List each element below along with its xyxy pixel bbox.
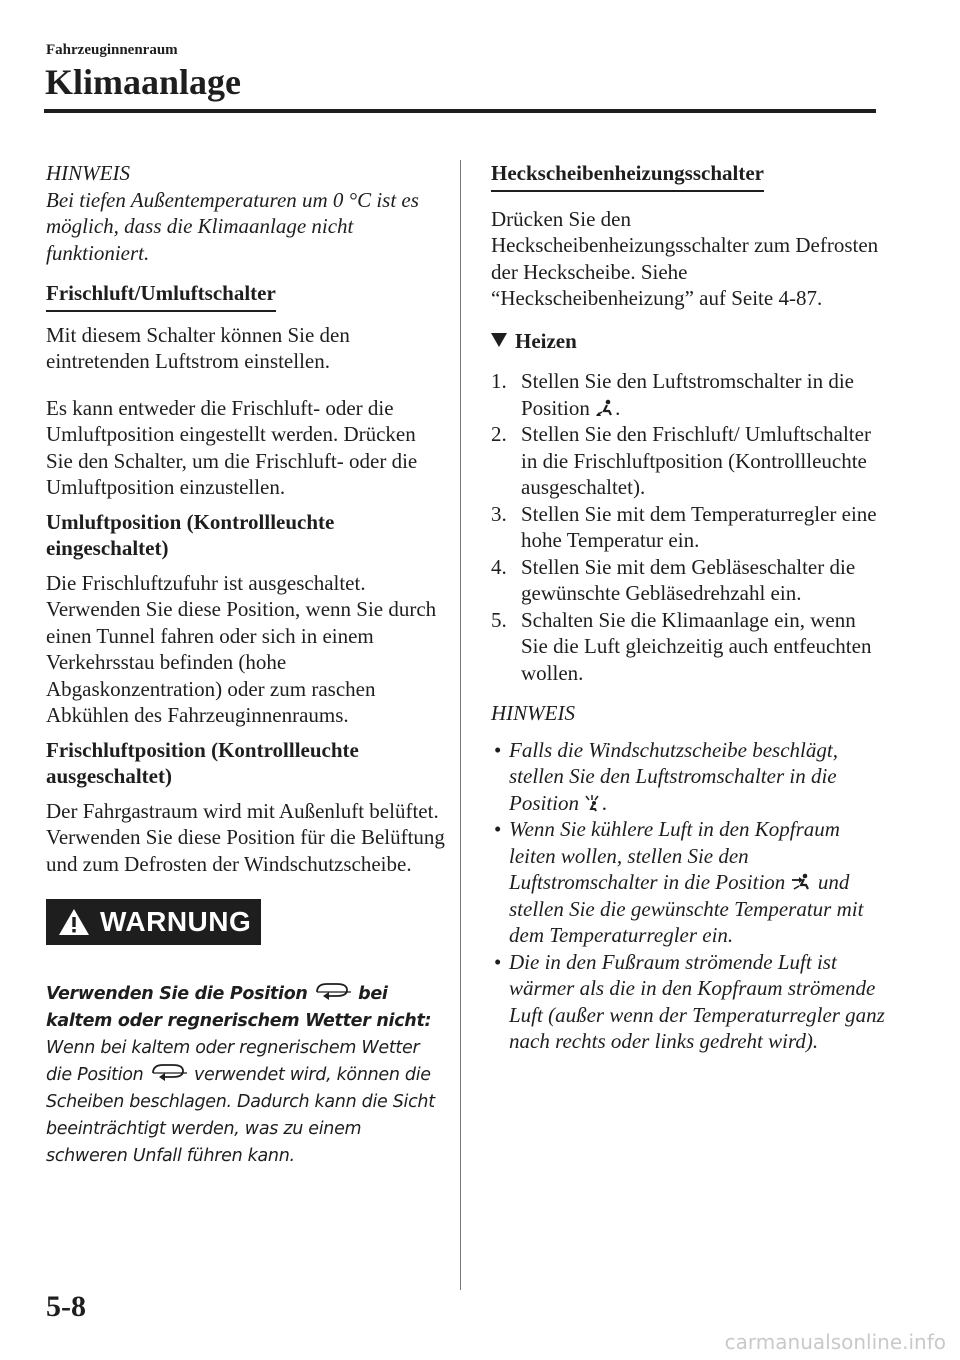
list-item — [491, 737, 886, 817]
note-item-text: Falls die Windschutzscheibe beschlägt, stellen Sie den Luftstromschalter in die Position — [509, 737, 838, 815]
step-text-end: . — [615, 395, 621, 420]
page-title: Klimaanlage — [45, 62, 241, 102]
list-item — [491, 554, 886, 607]
list-item — [491, 949, 886, 1055]
warning-body-b: verwendet wird, können die Scheiben beschlagen. Dadurch kann die Sicht beeinträchtigt werden, was zu einem schweren Unfall führen kann. — [46, 1065, 435, 1166]
left-column — [46, 160, 446, 1170]
step-text: Stellen Sie mit dem Temperaturregler eine hohe Temperatur ein. — [521, 501, 877, 552]
recirculation-icon — [313, 981, 353, 1001]
note-item-text-end: und stellen Sie die gewünschte Temperatur mit dem Temperaturregler ein. — [509, 870, 864, 947]
rear-defroster-heading: Heckscheibenheizungsschalter — [491, 160, 764, 192]
column-divider — [460, 160, 461, 1290]
warning-head-b: bei kaltem oder regnerischem Wetter nicht: — [46, 984, 432, 1031]
warning-text — [46, 981, 446, 1170]
rear-defroster-text: Drücken Sie den Heckscheibenheizungsschalter zum Defrosten der Heckscheibe. Siehe “Heckscheibenheizung” auf Seite 4-87. — [491, 206, 879, 310]
step-number: 4. — [491, 554, 507, 579]
recirc-heading: Umluftposition (Kontrollleuchte eingeschaltet) — [46, 509, 335, 560]
heating-steps — [491, 368, 886, 686]
warning-banner — [46, 899, 261, 945]
airflow-floor-icon — [595, 399, 615, 417]
step-number: 2. — [491, 422, 507, 446]
list-item — [491, 607, 886, 687]
bullet: • — [494, 949, 502, 974]
list-item — [491, 816, 886, 949]
right-column — [491, 160, 886, 1055]
heating-heading-label: Heizen — [515, 328, 577, 353]
fresh-position-heading: Frischluftposition (Kontrollleuchte ausgeschaltet) — [46, 737, 359, 788]
header-rule — [44, 109, 876, 113]
heating-heading — [491, 328, 886, 355]
list-item — [491, 368, 886, 421]
warning-triangle-icon — [58, 908, 90, 936]
note-title-2: HINWEIS — [491, 701, 575, 725]
note-item-text-end: . — [602, 790, 608, 815]
airflow-face-floor-icon — [791, 873, 813, 891]
fresh-recirc-intro: Mit diesem Schalter können Sie den eintretenden Luftstrom einstellen. — [46, 322, 350, 373]
bullet: • — [494, 817, 502, 841]
list-item — [491, 501, 886, 554]
recirc-text: Die Frischluftzufuhr ist ausgeschaltet. Verwenden Sie diese Position, wenn Sie durch einen Tunnel fahren oder sich in einem Verkehrsstau befinden (hohe Abgaskonzentration) oder zum raschen Abkühlen des Fahrzeuginnenraums. — [46, 570, 437, 727]
warning-head-a: Verwenden Sie die Position — [46, 984, 308, 1004]
triangle-down-icon — [491, 333, 507, 347]
note-text: Bei tiefen Außentemperaturen um 0 °C ist es möglich, dass die Klimaanlage nicht funktioniert. — [46, 187, 419, 265]
fresh-position-text: Der Fahrgastraum wird mit Außenluft belüftet. Verwenden Sie diese Position für die Belüftung und zum Defrosten der Windschutzscheibe. — [46, 798, 445, 876]
warning-body-a: Wenn bei kaltem oder regnerischem Wetter die Position — [46, 1038, 420, 1085]
heating-notes — [491, 737, 886, 1055]
step-text: Stellen Sie den Luftstromschalter in die Position — [521, 369, 855, 420]
page-number: 5-8 — [46, 1290, 86, 1323]
step-number: 1. — [491, 369, 507, 393]
step-number: 5. — [491, 607, 507, 632]
note-title: HINWEIS — [46, 161, 130, 185]
recirculation-icon — [149, 1062, 189, 1082]
note-item-text: Die in den Fußraum strömende Luft ist wärmer als die in den Kopfraum strömende Luft (außer wenn der Temperaturregler ganz nach rechts oder links gedreht wird). — [509, 949, 885, 1053]
step-number: 3. — [491, 501, 507, 526]
step-text: Stellen Sie mit dem Gebläseschalter die gewünschte Gebläsedrehzahl ein. — [521, 554, 856, 605]
step-text: Schalten Sie die Klimaanlage ein, wenn Sie die Luft gleichzeitig auch entfeuchten wollen. — [521, 607, 872, 685]
airflow-floor-defrost-icon — [584, 794, 602, 812]
fresh-recirc-heading: Frischluft/Umluftschalter — [46, 280, 276, 312]
watermark: carmanualsonline.info — [724, 1330, 946, 1354]
note-item-text: Wenn Sie kühlere Luft in den Kopfraum leiten wollen, stellen Sie den Luftstromschalter in die Position — [509, 817, 840, 894]
fresh-recirc-usage: Es kann entweder die Frischluft- oder die Umluftposition eingestellt werden. Drücken Sie den Schalter, um die Frischluft- oder die Umluftposition einzustellen. — [46, 395, 418, 499]
list-item — [491, 421, 886, 501]
step-text: Stellen Sie den Frischluft/ Umluftschalter in die Frischluftposition (Kontrollleuchte ausgeschaltet). — [521, 422, 871, 499]
warning-label: WARNUNG — [100, 905, 252, 937]
header-section: Fahrzeuginnenraum — [46, 42, 178, 58]
bullet: • — [494, 737, 502, 762]
